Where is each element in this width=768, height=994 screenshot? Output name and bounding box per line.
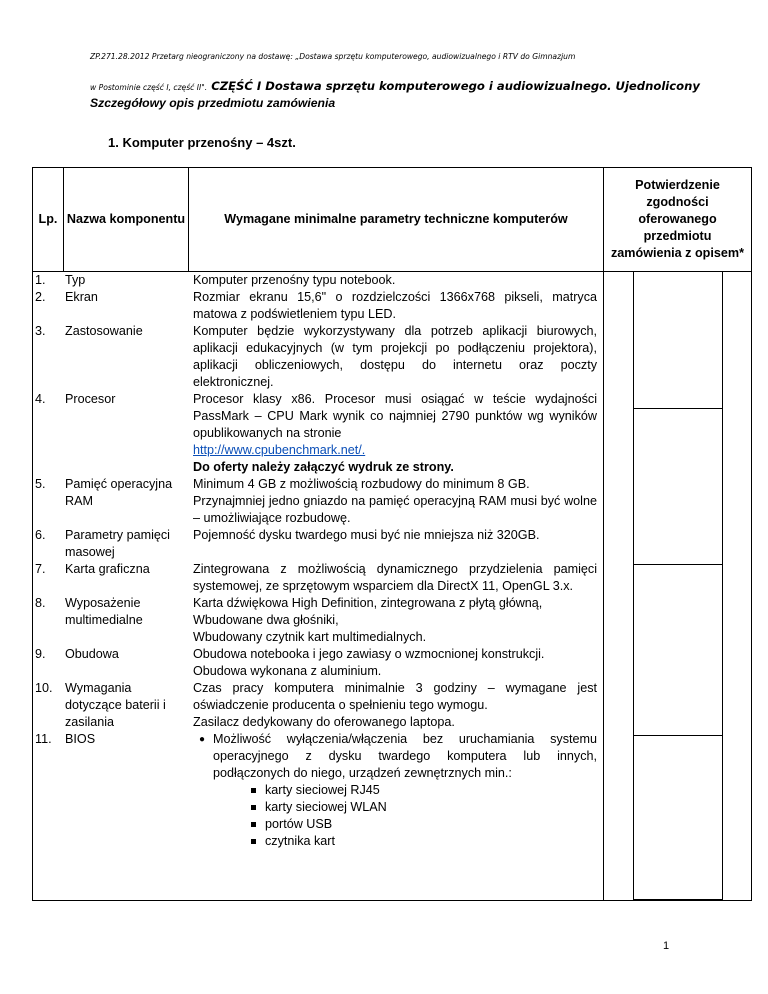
list-item (251, 782, 597, 799)
component-params (189, 272, 603, 289)
bios-bullet-list (193, 731, 597, 782)
table-row (33, 289, 603, 323)
component-name: Zastosowanie (65, 324, 143, 338)
param-line: Komputer przenośny typu notebook. (193, 273, 396, 287)
header-lp: Lp. (33, 168, 64, 272)
component-params (189, 323, 603, 391)
confirm-box (633, 565, 723, 736)
component-name: Typ (65, 273, 86, 287)
row-number: 7. (35, 562, 46, 576)
component-name: Wymagania dotyczące baterii i zasilania (65, 681, 166, 729)
param-line: Pojemność dysku twardego musi być nie mniejsza niż 320GB. (193, 528, 540, 542)
subitem-text: portów USB (265, 817, 333, 831)
row-number: 8. (35, 596, 46, 610)
confirm-column (604, 272, 752, 901)
square-bullet-icon (251, 839, 256, 844)
table-row (33, 527, 603, 561)
list-item (251, 833, 597, 850)
rows-area (33, 272, 604, 901)
table-row (33, 561, 603, 595)
list-item (251, 799, 597, 816)
bios-bullet (193, 731, 597, 782)
component-name: Obudowa (65, 647, 119, 661)
confirm-box (633, 272, 723, 409)
page-number: 1 (663, 940, 670, 952)
spec-table (32, 167, 752, 901)
header-confirm: Potwierdzenie zgodności oferowanego przedmiotu zamówienia z opisem* (604, 168, 752, 272)
table-row (33, 646, 603, 680)
component-params (189, 731, 603, 850)
subitem-text: czytnika kart (265, 834, 335, 848)
component-name: Karta graficzna (65, 562, 150, 576)
table-header-row (33, 168, 752, 272)
bullet-text: Możliwość wyłączenia/włączenia bez uruchamiania systemu operacyjnego z dysku twardego komputera lub innych, podłączonych do niego, urządzeń zewnętrznych min.: (213, 732, 597, 780)
row-number: 10. (35, 681, 53, 695)
param-line: Rozmiar ekranu 15,6" o rozdzielczości 1366x768 pikseli, matryca matowa z podświetleniem typu LED. (193, 290, 597, 321)
component-name: Wyposażenie multimedialne (65, 596, 143, 627)
section-title: 1. Komputer przenośny – 4szt. (108, 135, 296, 150)
component-params (189, 476, 603, 527)
table-row (33, 680, 603, 731)
param-line: Zasilacz dedykowany do oferowanego laptopa. (193, 715, 455, 729)
param-line: Przynajmniej jedno gniazdo na pamięć operacyjną RAM musi być wolne – umożliwiające rozbudowę. (193, 494, 597, 525)
table-body-row (33, 272, 752, 901)
param-line: Karta dźwiękowa High Definition, zintegrowana z płytą główną, (193, 596, 543, 610)
row-number: 3. (35, 324, 46, 338)
component-params (189, 561, 603, 595)
square-bullet-icon (251, 788, 256, 793)
table-row (33, 272, 603, 289)
header-params: Wymagane minimalne parametry techniczne komputerów (189, 168, 604, 272)
confirm-box (633, 736, 723, 900)
bullet-dot-icon: ● (199, 734, 206, 745)
row-number: 1. (35, 273, 46, 287)
component-name: Procesor (65, 392, 116, 406)
param-line: Obudowa wykonana z aluminium. (193, 664, 382, 678)
header-name: Nazwa komponentu (64, 168, 189, 272)
component-name: Pamięć operacyjna RAM (65, 477, 173, 508)
square-bullet-icon (251, 805, 256, 810)
header-line-3: Szczegółowy opis przedmiotu zamówienia (90, 96, 336, 110)
param-line: Procesor klasy x86. Procesor musi osiągać w teście wydajności PassMark – CPU Mark wynik co najmniej 2790 punktów wg wyników opublikowanych na stronie (193, 392, 597, 440)
header-line-2 (90, 77, 700, 95)
list-item (251, 816, 597, 833)
component-params (189, 595, 603, 646)
component-params (189, 527, 603, 561)
header-line-2-small: w Postominie część I, część II". (90, 83, 208, 92)
param-line: Wbudowany czytnik kart multimedialnych. (193, 630, 427, 644)
component-name: BIOS (65, 732, 96, 746)
table-row (33, 391, 603, 476)
confirm-box (633, 409, 723, 565)
table-row (33, 476, 603, 527)
component-name: Ekran (65, 290, 98, 304)
param-line: Komputer będzie wykorzystywany dla potrzeb aplikacji biurowych, aplikacji edukacyjnych (w tym projekcji po podłączeniu projektora), aplikacji obliczeniowych, dostępu do internetu oraz poczty elektronicznej. (193, 324, 597, 389)
header-line-1: ZP.271.28.2012 Przetarg nieograniczony na dostawę: „Dostawa sprzętu komputerowego, audiowizualnego i RTV do Gimnazjum (90, 52, 576, 61)
param-line: Minimum 4 GB z możliwością rozbudowy do minimum 8 GB. (193, 477, 530, 491)
param-line: Czas pracy komputera minimalnie 3 godziny – wymagane jest oświadczenie producenta o spełnieniu tego wymogu. (193, 681, 597, 712)
header-line-2-title: CZĘŚĆ I Dostawa sprzętu komputerowego i audiowizualnego. Ujednolicony (207, 79, 700, 93)
param-line: Zintegrowana z możliwością dynamicznego przydzielenia pamięci systemowej, ze sprzętowym wsparciem dla DirectX 11, OpenGL 3.x. (193, 562, 597, 593)
component-params (189, 646, 603, 680)
subitem-text: karty sieciowej WLAN (265, 800, 387, 814)
param-line: Obudowa notebooka i jego zawiasy o wzmocnionej konstrukcji. (193, 647, 545, 661)
row-number: 2. (35, 290, 46, 304)
row-number: 6. (35, 528, 46, 542)
bold-note: Do oferty należy załączyć wydruk ze strony. (193, 460, 454, 474)
row-number: 11. (35, 732, 52, 746)
square-bullet-icon (251, 822, 256, 827)
component-name: Parametry pamięci masowej (65, 528, 170, 559)
row-number: 5. (35, 477, 46, 491)
subitem-text: karty sieciowej RJ45 (265, 783, 380, 797)
table-row (33, 595, 603, 646)
table-row (33, 323, 603, 391)
param-line: Wbudowane dwa głośniki, (193, 613, 339, 627)
rows-container (33, 272, 603, 850)
row-number: 9. (35, 647, 46, 661)
component-params (189, 289, 603, 323)
table-row (33, 731, 603, 850)
benchmark-link[interactable]: http://www.cpubenchmark.net/. (193, 443, 366, 457)
component-params (189, 680, 603, 731)
component-params (189, 391, 603, 476)
bios-subitems (193, 782, 597, 850)
row-number: 4. (35, 392, 46, 406)
